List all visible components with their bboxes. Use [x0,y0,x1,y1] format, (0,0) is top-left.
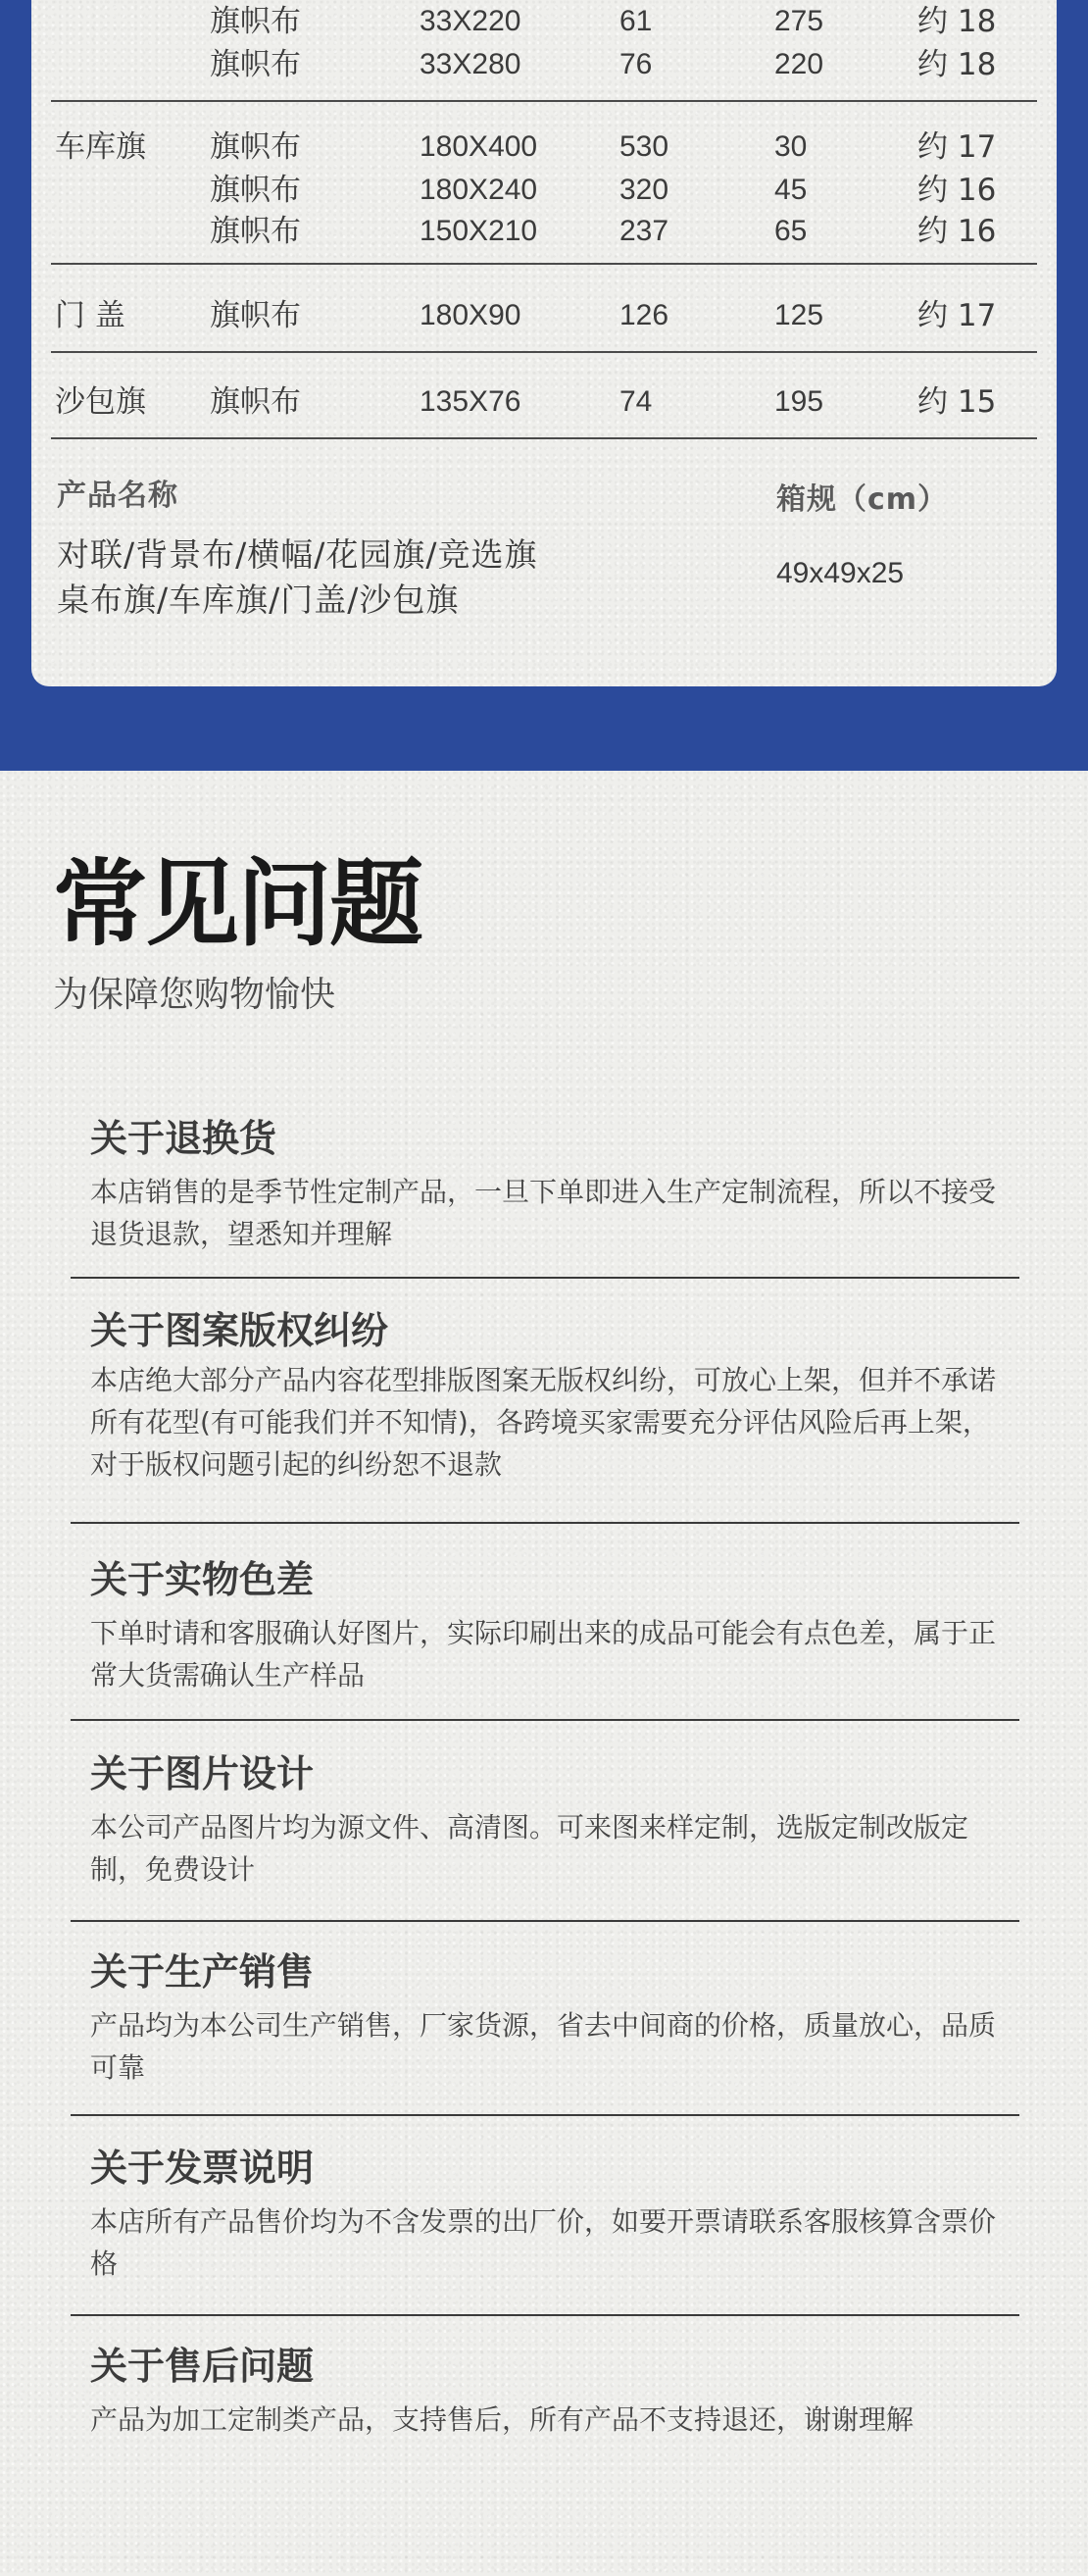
weight-cell: 237 [619,215,669,247]
faq-answer: 本公司产品图片均为源文件、高清图。可来图来样定制，选版定制改版定制，免费设计 [90,1811,969,1886]
faq-divider [71,2114,1019,2116]
material-cell: 旗帜布 [210,384,301,420]
size-cell: 180X90 [420,299,521,331]
qty-cell: 195 [774,385,824,418]
faq-question: 关于发票说明 [90,2147,315,2190]
qty-cell: 30 [774,130,808,163]
size-cell: 180X240 [420,174,538,206]
qty-cell: 125 [774,299,824,331]
qty-cell: 65 [774,215,808,247]
table-row [31,2,1057,45]
material-cell: 旗帜布 [210,298,301,333]
size-cell: 33X280 [420,48,521,80]
faq-answer: 产品均为本公司生产销售，厂家货源，省去中间商的价格，质量放心，品质可靠 [90,2009,997,2084]
material-cell: 旗帜布 [210,173,301,208]
carton-size-value: 49x49x25 [776,557,905,589]
faq-answer: 本店绝大部分产品内容花型排版图案无版权纠纷，可放心上架，但并不承诺所有花型(有可能我们并不知情)，各跨境买家需要充分评估风险后再上架，对于版权问题引起的纠纷恕不退款 [90,1364,997,1481]
faq-question: 关于图片设计 [90,1752,315,1795]
faq-section [0,771,1088,2576]
faq-divider [71,2314,1019,2316]
table-row [31,45,1057,88]
carton-kg-cell: 约 18 [917,4,997,39]
size-cell: 135X76 [420,385,521,418]
material-cell: 旗帜布 [210,47,301,82]
faq-question: 关于售后问题 [90,2345,315,2388]
weight-cell: 320 [619,174,669,206]
carton-kg-cell: 约 18 [917,47,997,82]
weight-cell: 61 [619,5,653,37]
carton-kg-cell: 约 17 [917,298,997,333]
faq-title: 常见问题 [53,848,421,959]
product-name-cell: 沙包旗 [55,384,146,420]
faq-item [71,1549,1019,1706]
size-cell: 150X210 [420,215,538,247]
table-row [31,296,1057,339]
faq-subtitle: 为保障您购物愉快 [53,975,336,1015]
carton-kg-cell: 约 17 [917,129,997,165]
faq-answer: 本店所有产品售价均为不含发票的出厂价，如要开票请联系客服核算含票价格 [90,2205,997,2280]
faq-divider [71,1920,1019,1922]
table-row [31,171,1057,214]
faq-question: 关于退换货 [90,1117,277,1160]
carton-kg-cell: 约 16 [917,173,997,208]
spec-band [0,0,1088,771]
faq-divider [71,1277,1019,1279]
carton-kg-cell: 约 16 [917,214,997,249]
size-cell: 180X400 [420,130,538,163]
product-name-cell: 车库旗 [55,129,146,165]
faq-answer: 下单时请和客服确认好图片，实际印刷出来的成品可能会有点色差，属于正常大货需确认生产样品 [90,1617,997,1692]
weight-cell: 74 [619,385,653,418]
weight-cell: 530 [619,130,669,163]
qty-cell: 275 [774,5,824,37]
products-list-line: 对联/背景布/横幅/花园旗/竞选旗 [57,535,538,574]
faq-question: 关于实物色差 [90,1558,315,1601]
table-row [31,127,1057,171]
faq-question: 关于生产销售 [90,1950,315,1994]
carton-size-label: 箱规（cm） [776,482,949,517]
faq-item [71,1743,1019,1900]
table-divider [51,351,1037,353]
faq-answer: 产品为加工定制类产品，支持售后，所有产品不支持退还，谢谢理解 [90,2403,915,2436]
carton-kg-cell: 约 15 [917,384,997,420]
material-cell: 旗帜布 [210,129,301,165]
products-label: 产品名称 [57,479,178,513]
weight-cell: 126 [619,299,669,331]
table-divider [51,100,1037,102]
material-cell: 旗帜布 [210,4,301,39]
table-divider [51,437,1037,439]
weight-cell: 76 [619,48,653,80]
faq-question: 关于图案版权纠纷 [90,1309,389,1352]
size-cell: 33X220 [420,5,521,37]
table-divider [51,263,1037,265]
qty-cell: 220 [774,48,824,80]
spec-card [31,0,1057,686]
faq-item [71,1942,1019,2098]
table-row [31,382,1057,426]
table-row [31,212,1057,255]
product-name-cell: 门 盖 [55,298,125,333]
faq-item [71,1108,1019,1265]
material-cell: 旗帜布 [210,214,301,249]
products-list-line: 桌布旗/车库旗/门盖/沙包旗 [57,581,460,619]
faq-answer: 本店销售的是季节性定制产品，一旦下单即进入生产定制流程，所以不接受退货退款，望悉知并理解 [90,1176,997,1250]
qty-cell: 45 [774,174,808,206]
faq-item [71,1300,1019,1496]
faq-divider [71,1522,1019,1524]
faq-item [71,2138,1019,2295]
faq-item [71,2336,1019,2453]
faq-divider [71,1719,1019,1721]
